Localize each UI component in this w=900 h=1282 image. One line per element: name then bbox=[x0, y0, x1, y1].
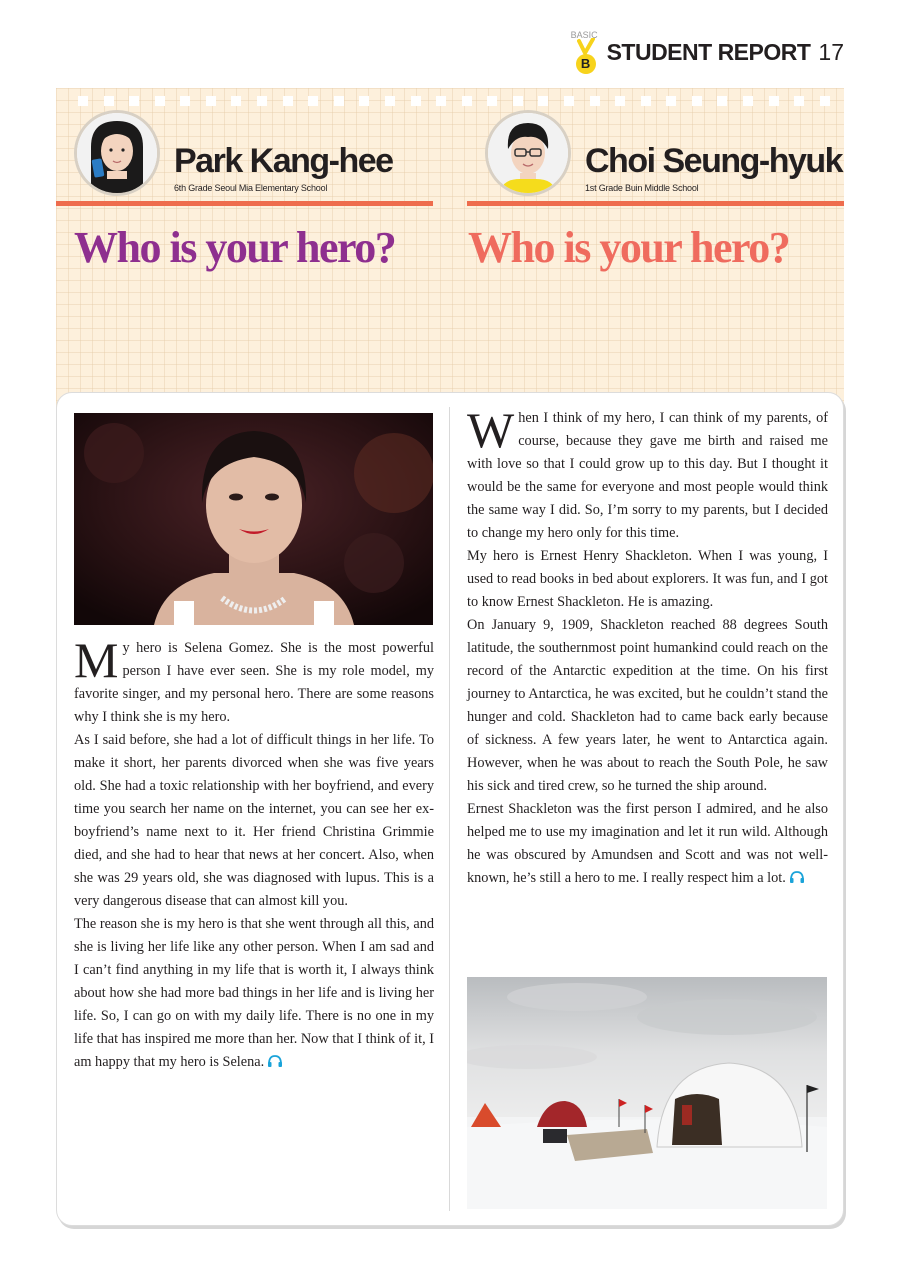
essay-paragraph bbox=[74, 632, 434, 729]
column-divider bbox=[449, 407, 450, 1211]
dropcap: W bbox=[467, 402, 515, 458]
essay-paragraph: As I said before, she had a lot of difficult things in her life. To make it short, her parents divorced when she was five years old. She had a toxic relationship with her boyfriend, and every time you search her name on the internet, you can see her ex-boyfriend’s name next to it. Her friend Christina Grimmie died, and she had to hear that news at her concert. Also, when she was 29 years old, she was diagnosed with lupus. This is a very dangerous disease that can almost kill you. bbox=[74, 732, 434, 909]
dropcap: M bbox=[74, 632, 119, 688]
photo-antarctic-camp bbox=[467, 977, 827, 1209]
basic-logo bbox=[570, 30, 601, 74]
essay-right bbox=[467, 402, 828, 890]
logo-letter: B bbox=[576, 54, 596, 74]
avatar-park bbox=[74, 110, 160, 196]
page-number: 17 bbox=[818, 38, 844, 65]
page-header bbox=[570, 28, 844, 76]
essay-paragraph bbox=[467, 798, 828, 890]
headphone-icon bbox=[789, 870, 805, 884]
logo-small-text: BASIC bbox=[570, 30, 598, 40]
paragraph-text: y hero is Selena Gomez. She is the most powerful person I have ever seen. She is my role model, my favorite singer, and my personal hero. There are some reasons why I think she is my hero. bbox=[74, 640, 434, 725]
student-card-left bbox=[56, 108, 433, 212]
essay-paragraph bbox=[74, 913, 434, 1074]
student-name: Choi Seung-hyuk bbox=[585, 142, 843, 180]
binder-holes bbox=[78, 96, 830, 106]
essay-paragraph: My hero is Ernest Henry Shackleton. When I was young, I used to read books in bed about explorers. It was fun, and I got to know Ernest Shackleton. He is amazing. bbox=[467, 548, 828, 610]
accent-bar-left bbox=[56, 201, 433, 206]
report-title: STUDENT REPORT bbox=[606, 38, 811, 65]
paragraph-text: The reason she is my hero is that she went through all this, and she is living her life like any other person. When I am sad and I can’t find anything in my life that is worth it, I always think about how she had more bad things in her life and is living her life. So, I can go on with my daily life. There is no one in my life that has inspired me more than her. Now that I think of it, I am happy that my hero is Selena. bbox=[74, 916, 434, 1070]
avatar-choi bbox=[485, 110, 571, 196]
student-card-right bbox=[467, 108, 844, 212]
essay-paragraph bbox=[467, 402, 828, 545]
essay-card bbox=[56, 392, 844, 1226]
student-school: 6th Grade Seoul Mia Elementary School bbox=[174, 183, 328, 193]
paragraph-text: hen I think of my hero, I can think of my parents, of course, because they gave me birth and raised me with love so that I could grow up to this day. But I thought it would be the same for everyone and most people would think the same way I did. So, I’m sorry to my parents, but I decided to change my hero only for this time. bbox=[467, 410, 828, 541]
title-panel bbox=[56, 88, 844, 418]
essay-left bbox=[74, 632, 434, 1074]
paragraph-text: Ernest Shackleton was the first person I admired, and he also helped me to use my imagination and let it run wild. Although he was obscured by Amundsen and Scott and was not well-known, he’s still a hero to me. I really respect him a lot. bbox=[467, 801, 828, 886]
essay-paragraph: On January 9, 1909, Shackleton reached 88 degrees South latitude, the southernmost point humankind could reach on the record of the Antarctic expedition at the time. On his first journey to Antarctica, he was excited, but he couldn’t stand the hunger and cold. Shackleton had to came back early because of sickness. A few years later, he went to Antarctica again. However, when he was about to reach the South Pole, he saw his sick and tired crew, so he turned the ship around. bbox=[467, 617, 828, 794]
student-school: 1st Grade Buin Middle School bbox=[585, 183, 699, 193]
hero-question-left: Who is your hero? bbox=[74, 223, 396, 272]
student-name: Park Kang-hee bbox=[174, 142, 393, 180]
photo-selena-gomez bbox=[74, 413, 433, 625]
headphone-icon bbox=[267, 1054, 283, 1068]
hero-question-right: Who is your hero? bbox=[468, 223, 790, 272]
accent-bar-right bbox=[467, 201, 844, 206]
